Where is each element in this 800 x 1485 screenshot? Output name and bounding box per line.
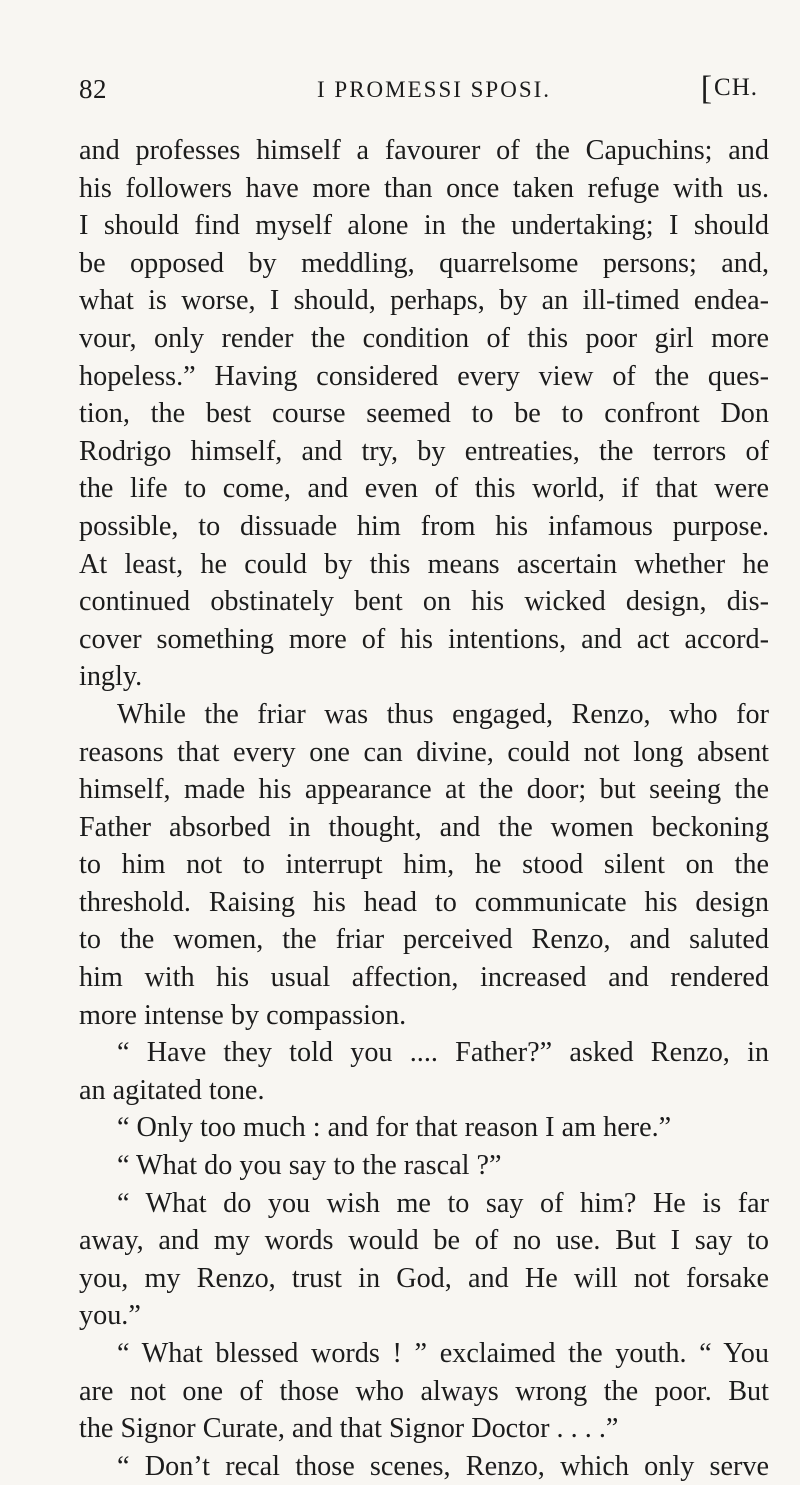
text-line: to the women, the friar perceived Renzo, and saluted [79,924,769,956]
running-title: I PROMESSI SPOSI. [317,77,552,102]
chapter-bracket: [ [700,70,714,107]
text-line: “ Have they told you .... Father?” asked Renzo, in [117,1037,769,1069]
text-line: the life to come, and even of this world, if that were [79,473,769,505]
chapter-mark [700,70,758,107]
text-line: At least, he could by this means ascertain whether he [79,548,769,580]
page-number: 82 [79,74,107,104]
text-line: threshold. Raising his head to communicate his design [79,886,769,918]
text-line: “ Don’t recal those scenes, Renzo, which only serve [117,1450,769,1482]
text-line: hopeless.” Having considered every view of the ques- [79,360,769,392]
text-line: more intense by compassion. [79,999,407,1031]
text-line: what is worse, I should, perhaps, by an ill-timed endea- [79,285,769,317]
text-line: away, and my words would be of no use. But I say to [79,1225,769,1257]
text-line: tion, the best course seemed to be to confront Don [79,398,769,430]
text-line: vour, only render the condition of this poor girl more [79,322,769,354]
text-line: to him not to interrupt him, he stood silent on the [79,849,769,881]
text-line: his followers have more than once taken refuge with us. [79,172,769,204]
text-line: Father absorbed in thought, and the women beckoning [79,811,769,843]
text-line: an agitated tone. [79,1074,265,1106]
text-line: I should find myself alone in the undertaking; I should [79,210,769,242]
text-line: him with his usual affection, increased and rendered [79,962,769,994]
body-text [79,132,769,1485]
text-line: you.” [79,1300,141,1332]
text-line: reasons that every one can divine, could not long absent [79,736,769,768]
text-line: “ What do you wish me to say of him? He is far [117,1187,769,1219]
text-line: the Signor Curate, and that Signor Doctor . . . .” [79,1413,619,1445]
text-line: himself, made his appearance at the door; but seeing the [79,774,769,806]
text-line: “ What do you say to the rascal ?” [117,1150,502,1182]
text-line: continued obstinately bent on his wicked design, dis- [79,586,769,618]
chapter-label: CH. [714,74,758,101]
text-line: and professes himself a favourer of the Capuchins; and [79,135,769,166]
text-line: Rodrigo himself, and try, by entreaties, the terrors of [79,435,769,467]
text-line: “ Only too much : and for that reason I am here.” [117,1112,672,1144]
text-line: be opposed by meddling, quarrelsome persons; and, [79,247,769,279]
text-line: are not one of those who always wrong the poor. But [79,1375,769,1407]
running-head [79,70,758,114]
text-line: possible, to dissuade him from his infamous purpose. [79,510,769,542]
text-line: While the friar was thus engaged, Renzo, who for [117,698,769,730]
text-line: you, my Renzo, trust in God, and He will not forsake [79,1262,769,1294]
text-line: “ What blessed words ! ” exclaimed the youth. “ You [117,1338,769,1369]
text-line: cover something more of his intentions, and act accord- [79,623,769,655]
text-line: ingly. [79,661,143,693]
